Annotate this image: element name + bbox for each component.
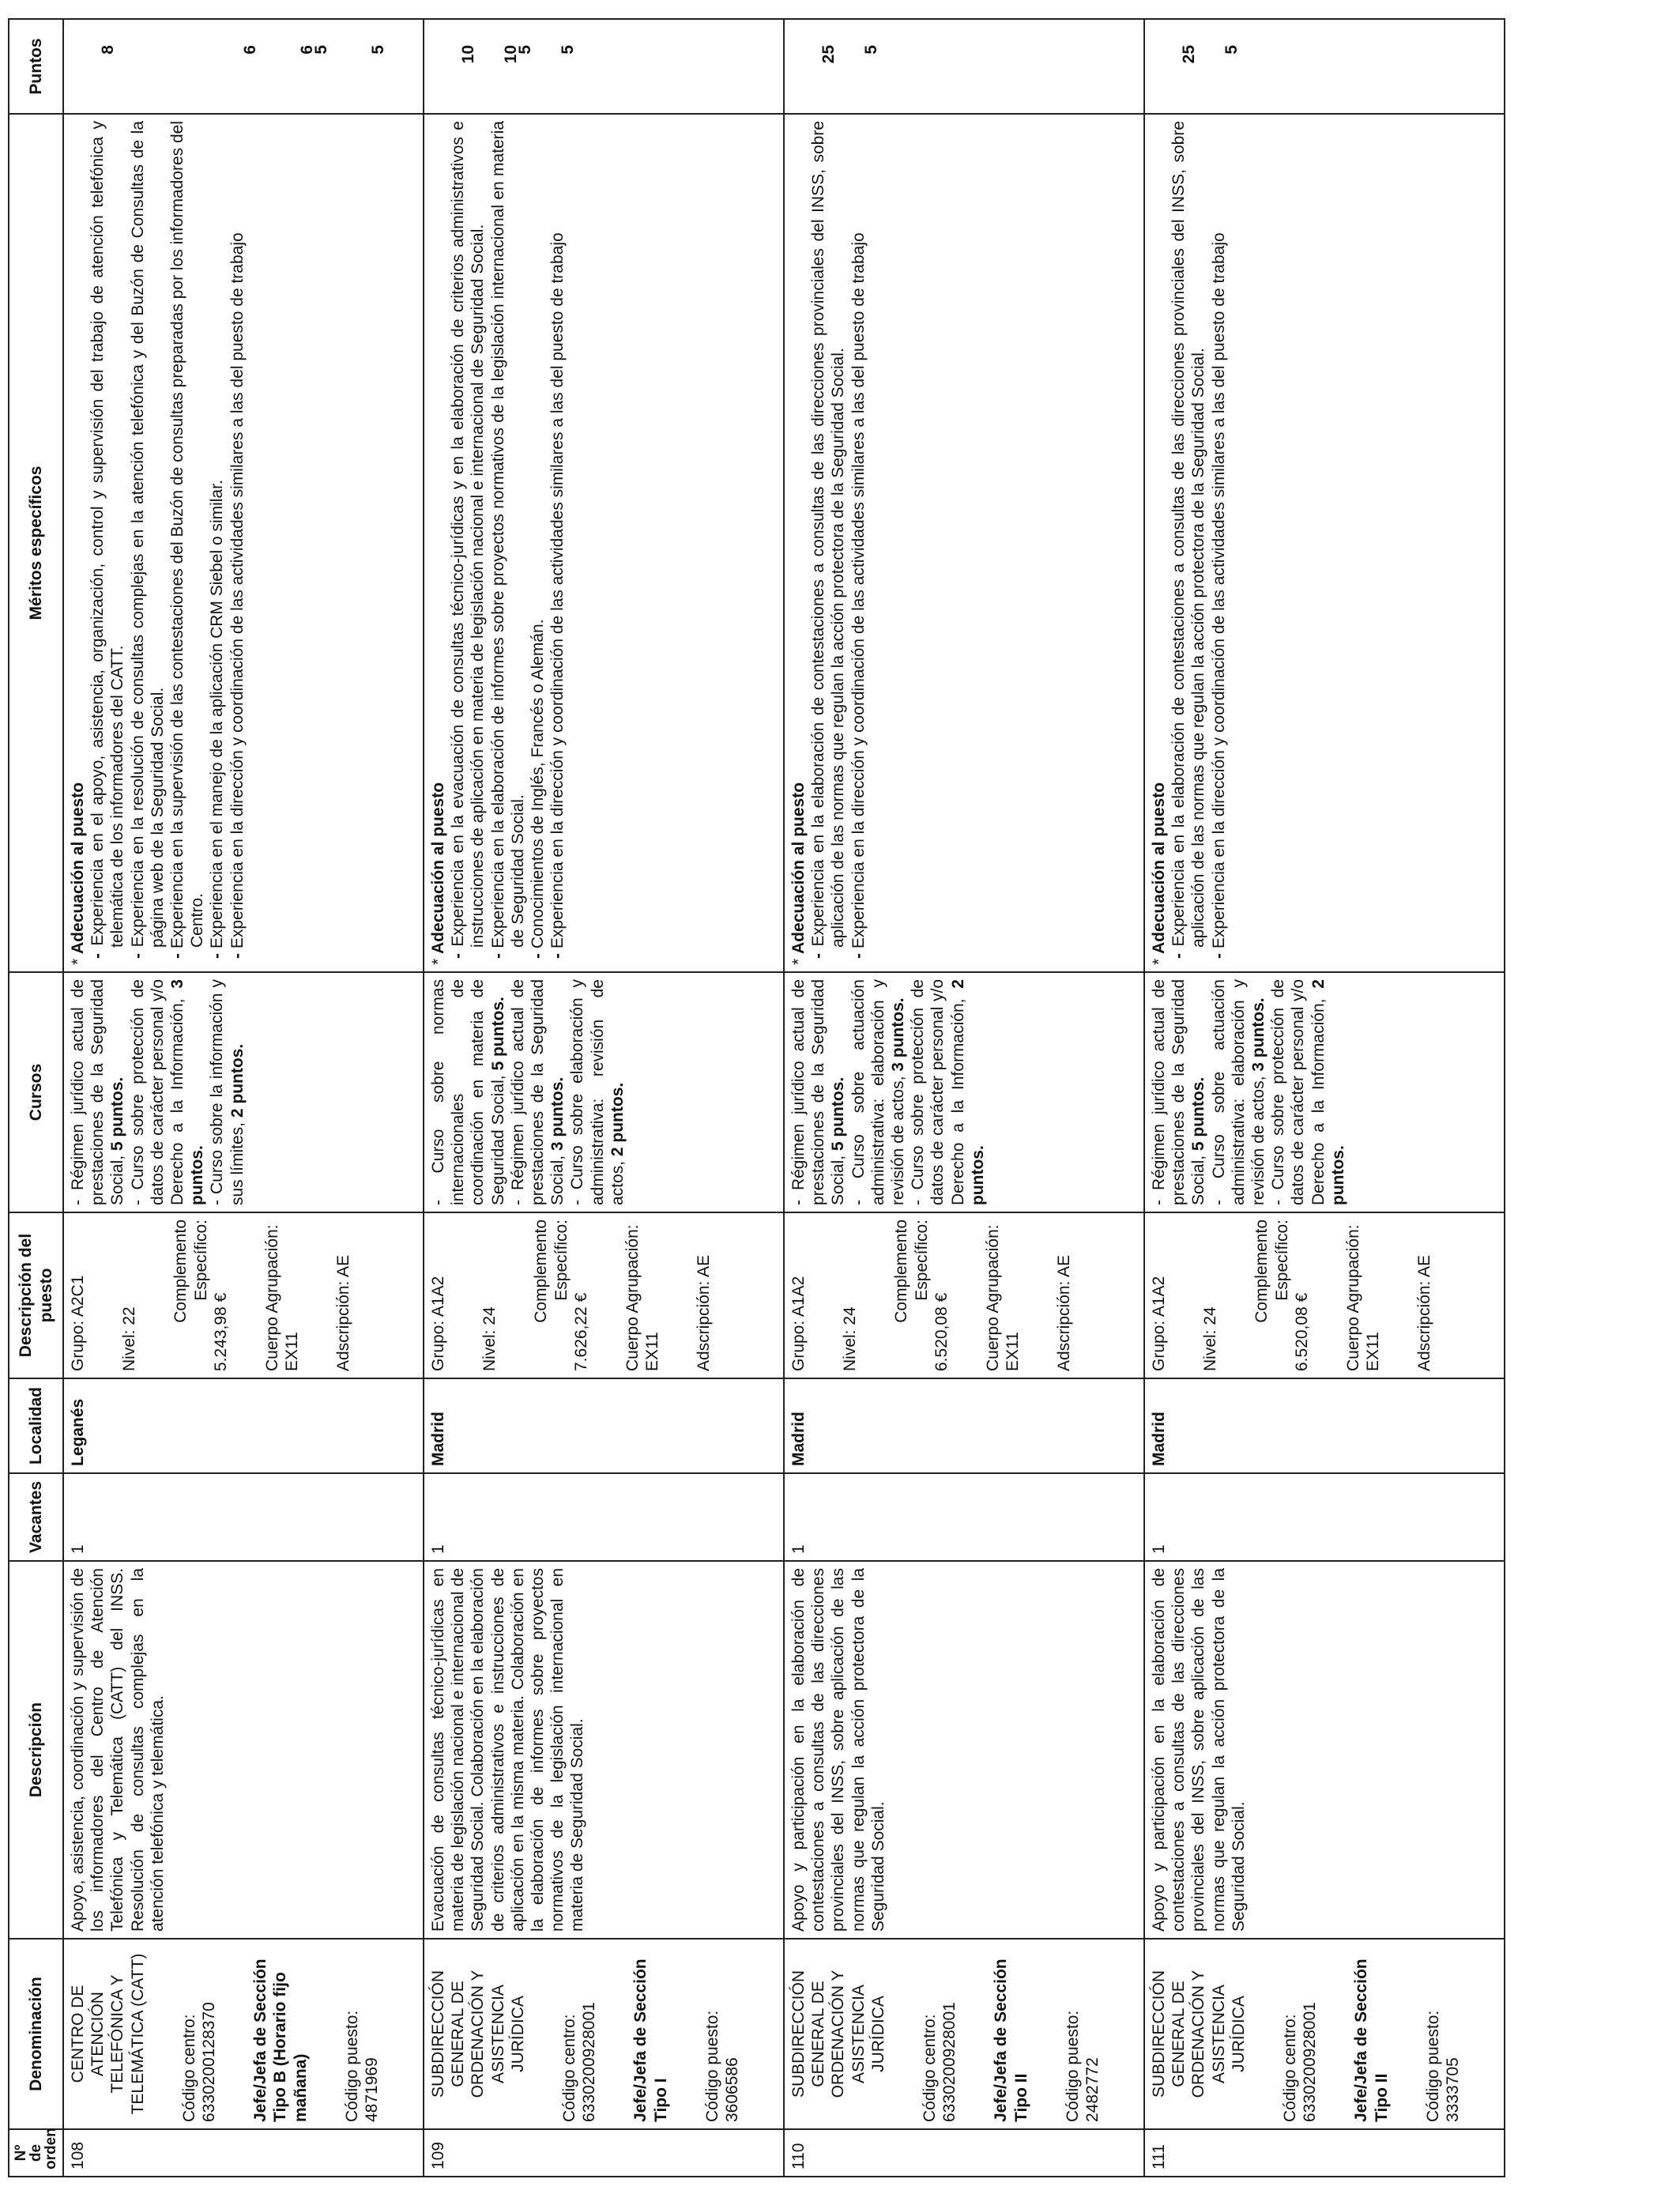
descripcion-cell: [1144, 1561, 1505, 1939]
codigo-centro-value: 6330200928001: [940, 2002, 959, 2122]
centro-name: SUBDIRECCIÓN GENERAL DE ORDENACIÓN Y ASISTENCIA JURÍDICA: [1150, 1970, 1248, 2098]
adscripcion-value: Adscripción: AE: [695, 1254, 714, 1371]
vacantes-value: 1: [789, 1544, 808, 1554]
merito-points: 5: [369, 45, 387, 55]
localidad-value: Madrid: [1150, 1412, 1168, 1466]
orden-cell: [1144, 2129, 1505, 2177]
nivel-value: Nivel: 22: [120, 1306, 139, 1371]
descripcion-puesto-cell: [424, 1212, 784, 1378]
curso-item: [1209, 979, 1269, 1205]
merito-bullet: -: [168, 948, 186, 959]
complemento-label: Complemento Específico:: [532, 1220, 571, 1323]
descripcion-text: Apoyo y participación en la elaboración de contestaciones a consultas de las direcciones provinciales del INSS, sobre aplicación de las normas que regulan la acción protectora de la Seguridad Social.: [1150, 1568, 1248, 1932]
puesto-name: Jefe/Jefa de Sección Tipo B (Horario fijo mañana): [251, 1958, 310, 2122]
orden-number: 110: [789, 2143, 808, 2169]
merito-text: Experiencia en la dirección y coordinación de las actividades similares a las del puesto de trabajo: [849, 232, 868, 949]
vacantes-value: 1: [1150, 1544, 1168, 1554]
codigo-puesto-label: Código puesto:: [1423, 2010, 1442, 2122]
puntos-cell: [1144, 19, 1505, 114]
merito-bullet: -: [528, 948, 547, 959]
curso-punct: .: [968, 1145, 987, 1151]
header-vacantes: Vacantes: [9, 1473, 63, 1561]
curso-text: - Curso sobre protección de datos de carácter personal y/o Derecho a la Información,: [909, 979, 967, 1205]
curso-punct: .: [228, 1043, 247, 1049]
codigo-puesto-value: 3333705: [1443, 2057, 1462, 2122]
merito-item: [548, 121, 567, 965]
puntos-cell: [784, 19, 1144, 114]
meritos-title-text: Adecuación al puesto: [69, 782, 87, 954]
centro-name: SUBDIRECCIÓN GENERAL DE ORDENACIÓN Y ASISTENCIA JURÍDICA: [429, 1970, 527, 2098]
curso-punct: .: [888, 997, 907, 1003]
complemento-value: 7.626,22 €: [571, 1292, 590, 1371]
merito-points: 5: [559, 45, 577, 55]
complemento-value: 5.243,98 €: [211, 1292, 230, 1371]
curso-punct: .: [188, 1145, 207, 1151]
header-row: [9, 19, 63, 2177]
cuerpo-label: Cuerpo Agrupación:: [1343, 1224, 1362, 1371]
curso-text: - Régimen jurídico actual de prestaciones de la Seguridad Social,: [69, 979, 127, 1205]
curso-points: 3 puntos: [888, 1002, 907, 1072]
orden-number: 108: [69, 2141, 87, 2169]
curso-points: 5 puntos: [108, 1081, 127, 1152]
grupo-value: Grupo: A1A2: [429, 1276, 447, 1371]
descripcion-puesto-cell: [63, 1212, 424, 1378]
vacancies-table: [8, 18, 1505, 2177]
cuerpo-label: Cuerpo Agrupación:: [623, 1224, 642, 1371]
header-orden: Nº de orden: [9, 2129, 63, 2177]
meritos-list: [808, 121, 868, 965]
cursos-cell: [424, 972, 784, 1212]
codigo-centro-value: 6330200128370: [199, 2002, 218, 2122]
curso-text: - Régimen jurídico actual de prestaciones de la Seguridad Social,: [508, 979, 567, 1205]
codigo-puesto-label: Código puesto:: [1063, 2010, 1082, 2122]
meritos-cell: [424, 114, 784, 972]
denominacion-cell: [784, 1939, 1144, 2129]
meritos-title-text: Adecuación al puesto: [789, 782, 808, 954]
curso-text: - Curso sobre normas internacionales de coordinación en materia de Seguridad Social,: [429, 979, 507, 1205]
meritos-title: * Adecuación al puesto: [789, 782, 808, 965]
nivel-value: Nivel: 24: [841, 1306, 860, 1371]
merito-bullet: -: [208, 948, 227, 959]
curso-points: 2 puntos: [228, 1048, 247, 1118]
curso-points: 2 puntos: [1309, 979, 1347, 1205]
descripcion-cell: [424, 1561, 784, 1939]
curso-item: [567, 979, 627, 1205]
codigo-centro-value: 6330200928001: [580, 2002, 599, 2122]
descripcion-puesto-cell: [1144, 1212, 1505, 1378]
curso-points: 2 puntos: [608, 1087, 627, 1157]
merito-points: 5: [312, 45, 330, 55]
codigo-puesto-label: Código puesto:: [703, 2010, 721, 2122]
nivel-value: Nivel: 24: [1201, 1306, 1220, 1371]
merito-points: 6: [241, 45, 259, 55]
codigo-centro-value: 6330200928001: [1301, 2002, 1320, 2122]
descripcion-text: Evacuación de consultas técnico-jurídicas en materia de legislación nacional e internacional de Seguridad Social. Colaboración en la elaboración de criterios administrativos e instrucciones de aplicación en la misma materia. Colaboración en la elaboración de informes sobre proyectos normativos de la legislación internacional en materia de Seguridad Social.: [429, 1568, 587, 1932]
puesto-name: Jefe/Jefa de Sección Tipo II: [1352, 1958, 1391, 2122]
merito-points: 10: [502, 45, 520, 64]
adscripcion-value: Adscripción: AE: [1055, 1254, 1074, 1371]
merito-text: Experiencia en la dirección y coordinación de las actividades similares a las del puesto de trabajo: [548, 232, 567, 949]
meritos-title: * Adecuación al puesto: [1150, 782, 1168, 965]
localidad-cell: [1144, 1378, 1505, 1473]
grupo-value: Grupo: A1A2: [1150, 1276, 1168, 1371]
orden-number: 109: [429, 2141, 447, 2169]
curso-item: [508, 979, 568, 1205]
curso-item: [1149, 979, 1209, 1205]
curso-punct: .: [1328, 1145, 1347, 1151]
meritos-title-text: Adecuación al puesto: [429, 782, 447, 954]
localidad-value: Madrid: [789, 1412, 808, 1466]
codigo-centro-label: Código centro:: [1280, 2014, 1299, 2122]
curso-punct: .: [1249, 997, 1268, 1003]
merito-item: [128, 121, 168, 965]
curso-item: [789, 979, 849, 1205]
puntos-cell: [424, 19, 784, 114]
merito-points: 5: [1222, 45, 1241, 55]
denominacion-cell: [1144, 1939, 1505, 2129]
merito-bullet: -: [1209, 948, 1228, 959]
curso-text: - Régimen jurídico actual de prestaciones de la Seguridad Social,: [1150, 979, 1208, 1205]
merito-item: [1169, 121, 1208, 965]
merito-bullet: -: [809, 946, 828, 959]
table-row: [1144, 19, 1505, 2177]
meritos-title: * Adecuación al puesto: [69, 782, 87, 965]
descripcion-cell: [784, 1561, 1144, 1939]
meritos-title-text: Adecuación al puesto: [1150, 782, 1168, 954]
cursos-list: [789, 979, 988, 1205]
merito-text: Experiencia en la resolución de consultas complejas en la atención telefónica y del Buzón de Consultas de la página web de la Seguridad Social.: [128, 120, 167, 948]
puesto-name: Jefe/Jefa de Sección Tipo II: [992, 1958, 1030, 2122]
cursos-cell: [63, 972, 424, 1212]
header-descripcion-puesto: Descripción del puesto: [9, 1212, 63, 1378]
codigo-centro-label: Código centro:: [559, 2014, 578, 2122]
cursos-cell: [1144, 972, 1505, 1212]
merito-points: 25: [819, 45, 838, 64]
puntos-list: [428, 26, 768, 107]
meritos-list: [448, 121, 567, 965]
cuerpo-label: Cuerpo Agrupación:: [983, 1224, 1002, 1371]
merito-item: [228, 121, 247, 965]
merito-bullet: -: [228, 948, 247, 959]
meritos-title: * Adecuación al puesto: [429, 782, 447, 965]
curso-punct: .: [1189, 1076, 1208, 1082]
puntos-list: [1149, 26, 1489, 107]
puesto-name: Jefe/Jefa de Sección Tipo I: [631, 1958, 670, 2122]
curso-item: [908, 979, 988, 1205]
grupo-value: Grupo: A2C1: [69, 1275, 87, 1371]
puntos-list: [789, 26, 1128, 107]
merito-text: Experiencia en el apoyo, asistencia, organización, control y supervisión del trabajo de atención telefónica y telemática de los informadores del CATT.: [89, 120, 127, 948]
curso-points: 2 puntos: [948, 979, 987, 1205]
meritos-list: [1169, 121, 1229, 965]
vacantes-value: 1: [69, 1544, 87, 1554]
curso-text: - Curso sobre actuación administrativa: elaboración y revisión de actos,: [1209, 979, 1268, 1205]
merito-text: Experiencia en la elaboración de informes sobre proyectos normativos de la legislación internacional en materia de Seguridad Social.: [488, 120, 527, 948]
nivel-value: Nivel: 24: [480, 1306, 499, 1371]
adscripcion-value: Adscripción: AE: [334, 1254, 353, 1371]
merito-text: Experiencia en la elaboración de contestaciones a consultas de las direcciones provinciales del INSS, sobre aplicación de las normas que regulan la acción protectora de la Seguridad Social.: [809, 120, 848, 948]
complemento-value: 6.520,08 €: [1292, 1292, 1311, 1371]
vacantes-cell: [784, 1473, 1144, 1561]
puntos-list: [68, 26, 408, 107]
curso-points: 3 puntos: [1249, 1002, 1268, 1072]
header-localidad: Localidad: [9, 1378, 63, 1473]
table-body: [63, 19, 1505, 2177]
complemento-label: Complemento Específico:: [892, 1220, 931, 1323]
merito-bullet: -: [89, 945, 107, 959]
vacantes-cell: [424, 1473, 784, 1561]
curso-text: - Curso sobre protección de datos de carácter personal y/o Derecho a la Información,: [1269, 979, 1328, 1205]
curso-points: 5 puntos: [488, 1001, 507, 1071]
complemento-label: Complemento Específico:: [1252, 1220, 1291, 1323]
descripcion-puesto-cell: [784, 1212, 1144, 1378]
cursos-list: [1149, 979, 1348, 1205]
meritos-cell: [784, 114, 1144, 972]
descripcion-cell: [63, 1561, 424, 1939]
merito-text: Experiencia en la supervisión de las contestaciones del Buzón de consultas preparadas por los informadores del Centro.: [168, 120, 207, 949]
header-cursos: Cursos: [9, 972, 63, 1212]
curso-punct: .: [608, 1082, 627, 1088]
vacantes-value: 1: [429, 1544, 447, 1554]
curso-points: 5 puntos: [829, 1081, 848, 1152]
curso-punct: .: [108, 1076, 127, 1082]
cuerpo-label: Cuerpo Agrupación:: [262, 1224, 281, 1371]
merito-text: Experiencia en la dirección y coordinación de las actividades similares a las del puesto de trabajo: [228, 232, 247, 949]
merito-bullet: -: [548, 948, 567, 959]
merito-points: 5: [516, 45, 534, 55]
curso-item: [68, 979, 128, 1205]
grupo-value: Grupo: A1A2: [789, 1276, 808, 1371]
curso-item: [428, 979, 508, 1205]
merito-item: [168, 121, 207, 965]
table-row: [784, 19, 1144, 2177]
orden-number: 111: [1150, 2144, 1168, 2169]
merito-text: Experiencia en la dirección y coordinación de las actividades similares a las del puesto de trabajo: [1209, 232, 1228, 949]
merito-points: 5: [862, 45, 880, 55]
denominacion-cell: [424, 1939, 784, 2129]
localidad-cell: [63, 1378, 424, 1473]
codigo-centro-label: Código centro:: [179, 2014, 198, 2122]
merito-bullet: -: [1170, 946, 1188, 959]
merito-bullet: -: [849, 948, 868, 959]
curso-text: - Curso sobre protección de datos de carácter personal y/o Derecho a la Información,: [128, 979, 186, 1205]
orden-cell: [424, 2129, 784, 2177]
curso-text: - Curso sobre la información y sus límites,: [208, 979, 247, 1205]
merito-bullet: -: [128, 947, 147, 959]
curso-item: [207, 979, 247, 1205]
merito-item: [808, 121, 848, 965]
merito-item: [528, 121, 548, 965]
centro-name: CENTRO DE ATENCIÓN TELEFÓNICA Y TELEMÁTICA (CATT): [69, 1953, 147, 2115]
complemento-label: Complemento Específico:: [171, 1220, 210, 1323]
merito-points: 6: [298, 45, 316, 55]
vacantes-cell: [63, 1473, 424, 1561]
curso-text: - Curso sobre elaboración y administrativa: revisión de actos,: [568, 979, 627, 1205]
centro-name: SUBDIRECCIÓN GENERAL DE ORDENACIÓN Y ASISTENCIA JURÍDICA: [789, 1970, 887, 2098]
table-row: [63, 19, 424, 2177]
merito-text: Experiencia en el manejo de la aplicación CRM Siebel o similar.: [208, 480, 227, 949]
curso-points: 5 puntos: [1189, 1081, 1208, 1152]
codigo-puesto-value: 3606586: [722, 2057, 741, 2122]
merito-text: Experiencia en la evacuación de consultas técnico-jurídicas y en la elaboración de criterios administrativos e instrucciones de aplicación en materia de legislación nacional e internacional de Seguridad Social.: [449, 121, 488, 948]
meritos-cell: [1144, 114, 1505, 972]
merito-bullet: -: [488, 948, 507, 959]
curso-item: [1268, 979, 1348, 1205]
merito-points: 25: [1180, 45, 1198, 64]
header-puntos: Puntos: [9, 19, 63, 114]
header-denominacion: Denominación: [9, 1939, 63, 2129]
codigo-centro-label: Código centro:: [920, 2014, 939, 2122]
cursos-cell: [784, 972, 1144, 1212]
cursos-list: [428, 979, 627, 1205]
vacantes-cell: [1144, 1473, 1505, 1561]
descripcion-text: Apoyo, asistencia, coordinación y supervisión de los informadores del Centro de Atención Telefónica y Telemática (CATT) del INSS. Resolución de consultas complejas en la atención telefónica y telemática.: [69, 1568, 167, 1932]
codigo-puesto-value: 4871969: [362, 2057, 381, 2122]
merito-points: 8: [99, 45, 117, 55]
orden-cell: [63, 2129, 424, 2177]
localidad-value: Madrid: [429, 1412, 447, 1466]
curso-punct: .: [829, 1076, 848, 1082]
cursos-list: [68, 979, 247, 1205]
descripcion-text: Apoyo y participación en la elaboración de contestaciones a consultas de las direcciones provinciales del INSS, sobre aplicación de las normas que regulan la acción protectora de la Seguridad Social.: [789, 1568, 887, 1932]
merito-item: [488, 121, 528, 965]
orden-cell: [784, 2129, 1144, 2177]
curso-item: [849, 979, 909, 1205]
denominacion-cell: [63, 1939, 424, 2129]
cuerpo-value: EX11: [283, 1332, 302, 1371]
cuerpo-value: EX11: [1364, 1332, 1383, 1371]
header-meritos: Méritos específicos: [9, 114, 63, 972]
codigo-puesto-value: 2482772: [1083, 2057, 1102, 2122]
merito-item: [207, 121, 227, 965]
merito-item: [88, 121, 127, 965]
merito-item: [849, 121, 868, 965]
codigo-puesto-label: Código puesto:: [342, 2010, 361, 2122]
localidad-value: Leganés: [69, 1398, 87, 1466]
curso-punct: .: [488, 997, 507, 1002]
meritos-cell: [63, 114, 424, 972]
complemento-value: 6.520,08 €: [932, 1292, 951, 1371]
header-descripcion: Descripción: [9, 1561, 63, 1939]
curso-points: 3 puntos: [548, 1081, 567, 1152]
cuerpo-value: EX11: [643, 1332, 662, 1371]
merito-text: Experiencia en la elaboración de contestaciones a consultas de las direcciones provinciales del INSS, sobre aplicación de las normas que regulan la acción protectora de la Seguridad Social.: [1170, 120, 1208, 948]
curso-item: [128, 979, 208, 1205]
merito-bullet: -: [449, 946, 468, 959]
merito-text: Conocimientos de Inglés, Francés o Alemán.: [528, 619, 547, 949]
curso-text: - Régimen jurídico actual de prestaciones de la Seguridad Social,: [789, 979, 848, 1205]
adscripcion-value: Adscripción: AE: [1415, 1254, 1434, 1371]
curso-text: - Curso sobre actuación administrativa: elaboración y revisión de actos,: [849, 979, 907, 1205]
puntos-cell: [63, 19, 424, 114]
table-header: [9, 19, 63, 2177]
curso-points: 3 puntos: [168, 979, 207, 1205]
merito-item: [1209, 121, 1229, 965]
curso-punct: .: [548, 1076, 567, 1082]
cuerpo-value: EX11: [1004, 1332, 1023, 1371]
merito-item: [448, 121, 488, 965]
merito-points: 10: [459, 45, 477, 64]
table-row: [424, 19, 784, 2177]
localidad-cell: [784, 1378, 1144, 1473]
meritos-list: [88, 121, 247, 965]
localidad-cell: [424, 1378, 784, 1473]
